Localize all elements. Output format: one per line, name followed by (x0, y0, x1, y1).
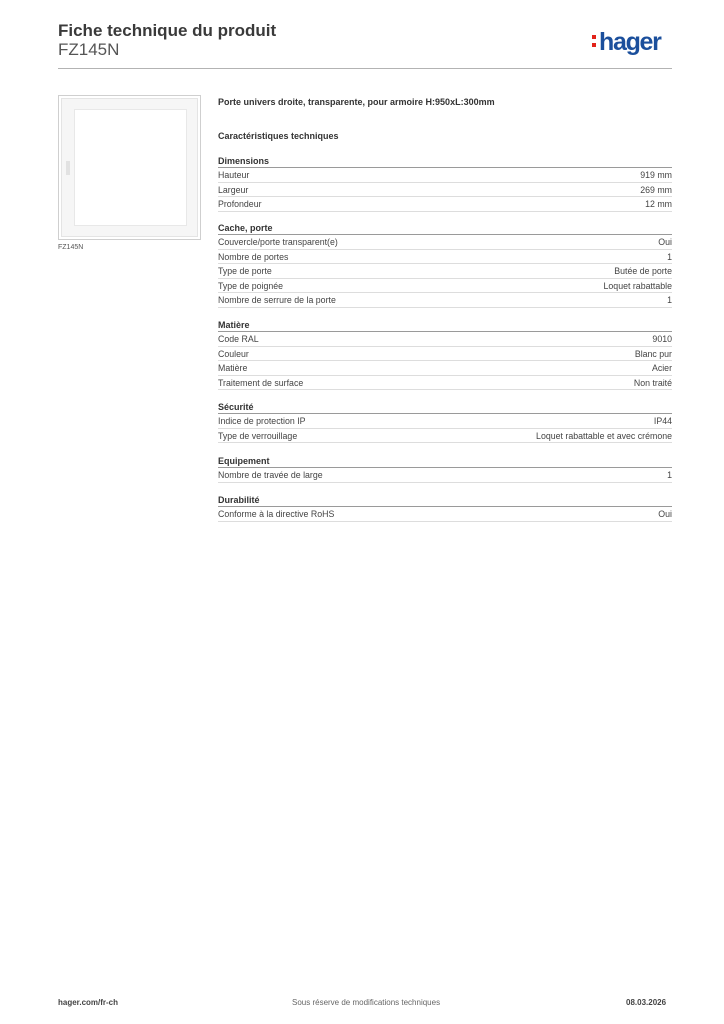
spec-label: Type de poignée (218, 280, 284, 291)
spec-section-title: Sécurité (218, 401, 672, 414)
spec-row (218, 507, 672, 522)
product-reference: FZ145N (58, 40, 120, 59)
spec-section (218, 319, 672, 390)
spec-label: Nombre de portes (218, 251, 289, 262)
header-divider (58, 68, 672, 69)
footer-date: 08.03.2026 (626, 998, 667, 1007)
hager-logo (593, 28, 661, 57)
spec-value: 9010 (652, 334, 672, 344)
spec-section-title: Equipement (218, 455, 672, 468)
spec-label: Couleur (218, 348, 249, 359)
spec-value: 919 mm (640, 170, 672, 180)
footer-website: hager.com/fr-ch (58, 998, 119, 1007)
spec-row (218, 414, 672, 429)
spec-section (218, 155, 672, 212)
footer-disclaimer: Sous réserve de modifications techniques (292, 998, 441, 1007)
logo-dots-icon (592, 35, 598, 51)
spec-label: Hauteur (218, 170, 250, 180)
spec-row (218, 235, 672, 250)
spec-section (218, 455, 672, 483)
spec-label: Type de verrouillage (218, 430, 298, 441)
product-description: Porte univers droite, transparente, pour armoire H:950xL:300mm (218, 97, 495, 107)
spec-row (218, 250, 672, 265)
spec-value: IP44 (653, 416, 672, 426)
spec-row (218, 361, 672, 376)
spec-row (218, 332, 672, 347)
spec-section (218, 222, 672, 308)
spec-value: Blanc pur (634, 348, 672, 359)
spec-value: 1 (667, 470, 672, 480)
spec-section-title: Durabilité (218, 494, 672, 507)
spec-row (218, 376, 672, 391)
product-image (58, 95, 201, 240)
spec-row (218, 197, 672, 212)
spec-value: Non traité (633, 377, 672, 388)
product-image-caption: FZ145N (58, 244, 84, 251)
logo-text: hager (599, 28, 661, 56)
spec-row (218, 168, 672, 183)
spec-row (218, 264, 672, 279)
spec-value: 269 mm (640, 184, 672, 195)
spec-label: Indice de protection IP (218, 416, 306, 426)
spec-row (218, 293, 672, 308)
spec-label: Traitement de surface (218, 377, 304, 388)
spec-section-title: Cache, porte (218, 222, 672, 235)
spec-row (218, 279, 672, 294)
spec-label: Nombre de serrure de la porte (218, 295, 336, 305)
spec-label: Matière (218, 363, 248, 373)
spec-label: Largeur (218, 184, 249, 195)
spec-label: Type de porte (218, 266, 272, 276)
spec-value: Loquet rabattable et avec crémone (536, 430, 672, 441)
spec-label: Couvercle/porte transparent(e) (218, 237, 338, 247)
door-glass-pane (74, 109, 187, 226)
spec-label: Nombre de travée de large (218, 470, 323, 480)
specs-heading: Caractéristiques techniques (218, 131, 339, 141)
spec-value: 12 mm (645, 199, 672, 209)
spec-section-title: Dimensions (218, 155, 672, 168)
spec-value: 1 (667, 251, 672, 262)
spec-value: Oui (658, 237, 672, 247)
spec-row (218, 468, 672, 483)
page-title: Fiche technique du produit (58, 21, 277, 40)
spec-section (218, 494, 672, 522)
spec-value: Loquet rabattable (603, 280, 672, 291)
spec-label: Profondeur (218, 199, 262, 209)
spec-value: Acier (651, 363, 672, 373)
door-frame (61, 98, 198, 237)
spec-row (218, 429, 672, 444)
spec-value: Oui (658, 509, 672, 519)
spec-row (218, 347, 672, 362)
door-handle-icon (66, 161, 70, 175)
spec-section-title: Matière (218, 319, 672, 332)
spec-row (218, 183, 672, 198)
spec-section (218, 401, 672, 443)
spec-value: 1 (667, 295, 672, 305)
spec-label: Code RAL (218, 334, 259, 344)
spec-label: Conforme à la directive RoHS (218, 509, 335, 519)
spec-value: Butée de porte (614, 266, 672, 276)
